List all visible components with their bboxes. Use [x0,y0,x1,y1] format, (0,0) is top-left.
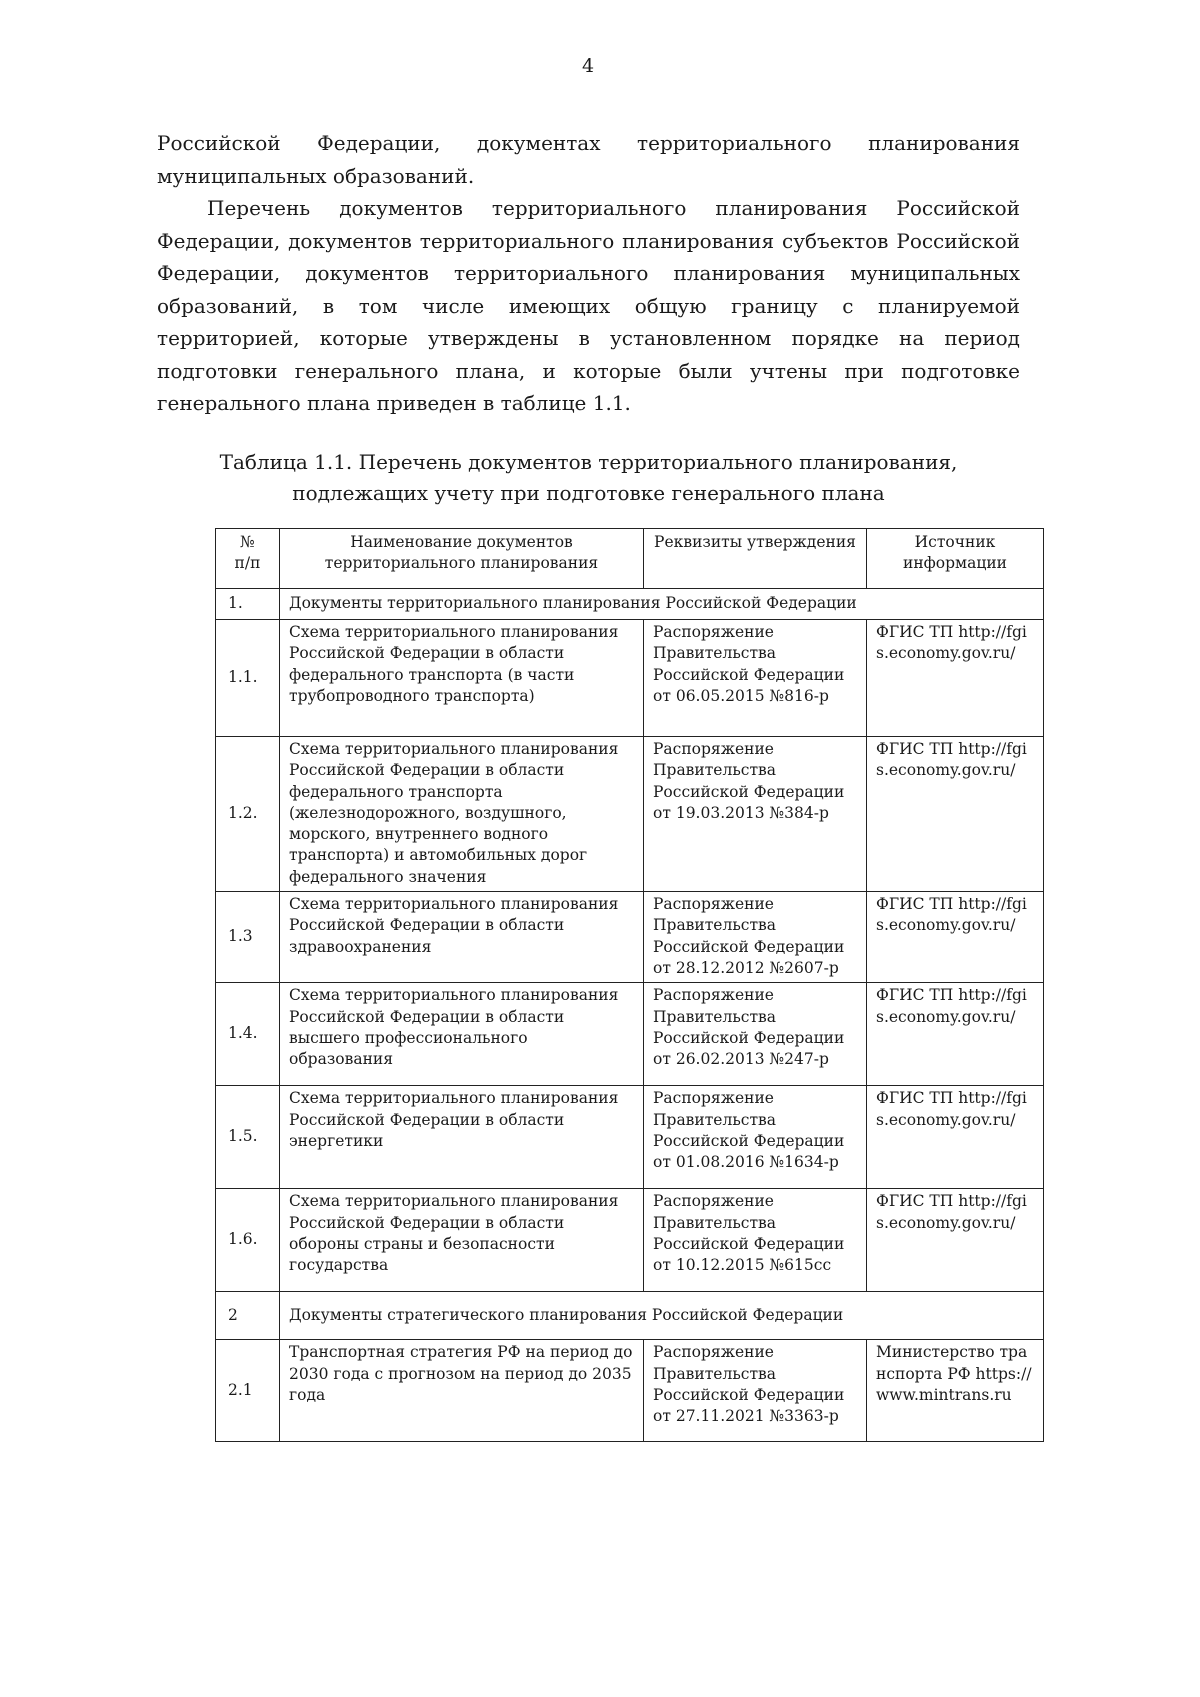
row-details: Распоряжение Правительства Российской Федерации от 28.12.2012 №2607-р [644,892,867,983]
paragraph-documents-list: Перечень документов территориального планирования Российской Федерации, документов территориального планирования субъектов Российской Федерации, документов территориального планирования муниципальных образований, в том числе имеющих общую границу с планируемой территорией, которые утверждены в установленном порядке на период подготовки генерального плана, и которые были учтены при подготовке генерального плана приведен в таблице 1.1. [157,196,1020,415]
table-row [216,620,1044,737]
header-details [644,529,867,589]
table-row [216,1086,1044,1189]
row-details: Распоряжение Правительства Российской Федерации от 19.03.2013 №384-р [644,737,867,892]
row-num: 1.1. [216,620,280,737]
table-row [216,1340,1044,1442]
row-name: Схема территориального планирования Российской Федерации в области федерального транспорта (железнодорожного, воздушного, морского, внутреннего водного транспорта) и автомобильных дорог федерального значения [280,737,644,892]
row-source: Министерство транспорта РФ https://www.mintrans.ru [867,1340,1044,1442]
section-title: Документы территориального планирования Российской Федерации [280,589,1044,620]
row-details: Распоряжение Правительства Российской Федерации от 26.02.2013 №247-р [644,983,867,1086]
row-num: 1.6. [216,1189,280,1292]
row-name: Схема территориального планирования Российской Федерации в области здравоохранения [280,892,644,983]
table-row [216,892,1044,983]
row-name: Схема территориального планирования Российской Федерации в области энергетики [280,1086,644,1189]
header-name-text: Наименование документов территориального планирования [324,533,599,573]
section-row [216,589,1044,620]
row-num: 1.5. [216,1086,280,1189]
section-num: 2 [216,1292,280,1340]
row-source: ФГИС ТП http://fgis.economy.gov.ru/ [867,737,1044,892]
table-row [216,983,1044,1086]
table-header-row [216,529,1044,589]
row-source: ФГИС ТП http://fgis.economy.gov.ru/ [867,620,1044,737]
row-name: Схема территориального планирования Российской Федерации в области обороны страны и безопасности государства [280,1189,644,1292]
header-name [280,529,644,589]
table-caption-line1: Таблица 1.1. Перечень документов территориального планирования, [219,450,958,474]
table-row [216,1189,1044,1292]
row-source: ФГИС ТП http://fgis.economy.gov.ru/ [867,983,1044,1086]
row-details: Распоряжение Правительства Российской Федерации от 27.11.2021 №3363-р [644,1340,867,1442]
header-source-text: Источник информации [903,533,1007,573]
section-num: 1. [216,589,280,620]
row-num: 1.2. [216,737,280,892]
row-details: Распоряжение Правительства Российской Федерации от 01.08.2016 №1634-р [644,1086,867,1189]
row-source: ФГИС ТП http://fgis.economy.gov.ru/ [867,1189,1044,1292]
page-number: 4 [581,55,595,77]
table-row [216,737,1044,892]
header-details-text: Реквизиты утверждения [654,533,856,551]
documents-table [215,528,1044,1442]
table-caption-line2: подлежащих учету при подготовке генерального плана [292,481,885,505]
table-caption [157,447,1020,509]
header-num [216,529,280,589]
row-details: Распоряжение Правительства Российской Федерации от 10.12.2015 №615сс [644,1189,867,1292]
row-source: ФГИС ТП http://fgis.economy.gov.ru/ [867,892,1044,983]
paragraph-continuation: Российской Федерации, документах территориального планирования муниципальных образований. [157,131,1020,188]
section-row [216,1292,1044,1340]
row-name: Схема территориального планирования Российской Федерации в области высшего профессионального образования [280,983,644,1086]
row-details: Распоряжение Правительства Российской Федерации от 06.05.2015 №816-р [644,620,867,737]
row-num: 2.1 [216,1340,280,1442]
header-num-text: № п/п [234,533,261,573]
body-text [157,127,1020,420]
row-num: 1.4. [216,983,280,1086]
row-name: Транспортная стратегия РФ на период до 2030 года с прогнозом на период до 2035 года [280,1340,644,1442]
section-title: Документы стратегического планирования Российской Федерации [280,1292,1044,1340]
row-source: ФГИС ТП http://fgis.economy.gov.ru/ [867,1086,1044,1189]
row-name: Схема территориального планирования Российской Федерации в области федерального транспорта (в части трубопроводного транспорта) [280,620,644,737]
row-num: 1.3 [216,892,280,983]
header-source [867,529,1044,589]
